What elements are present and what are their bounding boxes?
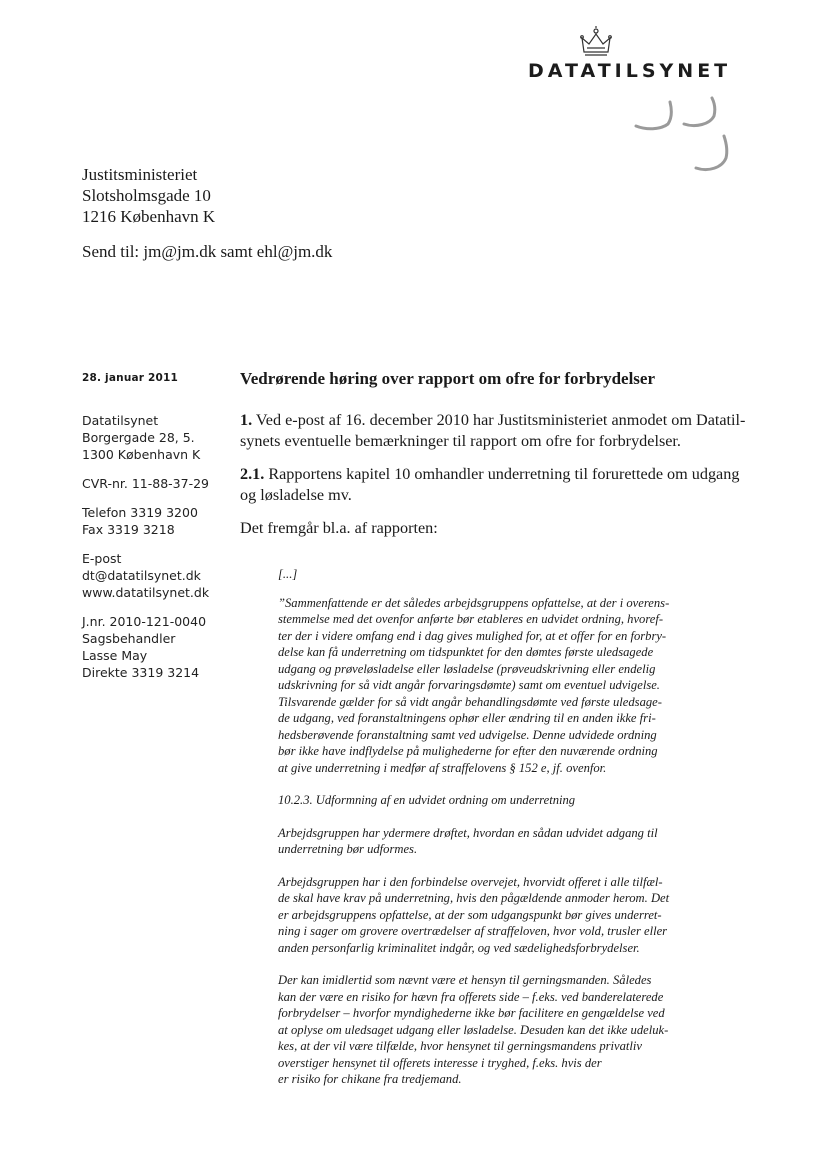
quote-line: ter der i videre omfang end i dag gives mulighed for, at et offer for en forbry- bbox=[278, 628, 667, 643]
quote-line: 10.2.3. Udformning af en udvidet ordning om underretning bbox=[278, 793, 576, 807]
letter-date: 28. januar 2011 bbox=[82, 372, 179, 384]
body-line: synets eventuelle bemærkninger til rapport om ofre for forbrydelser. bbox=[240, 432, 681, 450]
quote-line: udgang og prøveløsladelse eller løsladelse (prøveudskrivning eller endelig bbox=[278, 661, 656, 676]
paragraph-2 bbox=[240, 464, 770, 506]
letter-subject: Vedrørende høring over rapport om ofre for forbrydelser bbox=[240, 369, 656, 388]
quote-line: delse kan få underretning om tidspunktet for den dømtes første uledsagede bbox=[278, 645, 654, 659]
sidebar-line: Lasse May bbox=[82, 648, 148, 663]
quote-line: forbrydelser – hvorfor myndighederne ikke bør facilitere en gengældelse ved bbox=[278, 1006, 665, 1020]
quote-paragraph-2 bbox=[278, 874, 728, 957]
quote-line: at oplyse om uledsaget udgang eller løsladelse. Desuden kan det ikke udeluk- bbox=[278, 1022, 669, 1037]
recipient-line: Justitsministeriet bbox=[82, 165, 198, 184]
quote-heading bbox=[278, 792, 728, 809]
paragraph-3 bbox=[240, 518, 770, 539]
body-line: og løsladelse mv. bbox=[240, 486, 352, 504]
sidebar-line: Fax 3319 3218 bbox=[82, 522, 175, 537]
quote-main bbox=[278, 595, 728, 777]
sidebar-line: Datatilsynet bbox=[82, 413, 159, 428]
quote-line: kan der være en risiko for hævn fra offerets side – f.eks. ved banderelaterede bbox=[278, 989, 664, 1004]
body-line: Ved e-post af 16. december 2010 har Justitsministeriet anmodet om Datatil- bbox=[252, 411, 746, 429]
letter-body bbox=[240, 410, 770, 551]
section-number: 1. bbox=[240, 411, 253, 429]
sidebar-website[interactable]: www.datatilsynet.dk bbox=[82, 585, 210, 600]
brand-wordmark: DATATILSYNET bbox=[528, 60, 732, 82]
sidebar-line: Borgergade 28, 5. bbox=[82, 430, 195, 445]
quote-line: er risiko for chikane fra tredjemand. bbox=[278, 1072, 462, 1086]
quote-line: er arbejdsgruppens opfattelse, at der som udgangspunkt bør gives underret- bbox=[278, 907, 662, 922]
quote-line: ning i sager om grovere overtrædelser af straffeloven, hvor vold, trusler eller bbox=[278, 924, 668, 938]
quote-paragraph-1 bbox=[278, 825, 728, 858]
sidebar-line: 1300 København K bbox=[82, 447, 201, 462]
case-reference bbox=[82, 613, 232, 681]
body-line: Det fremgår bl.a. af rapporten: bbox=[240, 519, 438, 537]
recipient-line: 1216 København K bbox=[82, 207, 216, 226]
sidebar-line: Telefon 3319 3200 bbox=[82, 505, 198, 520]
quote-line: de skal have krav på underretning, hvis den pågældende anmoder herom. Det bbox=[278, 891, 670, 905]
quote-line: kes, at der vil være tilfælde, hvor hensynet til gerningsmandens privatliv bbox=[278, 1039, 642, 1053]
crown-icon bbox=[578, 26, 614, 62]
quote-line: Der kan imidlertid som nævnt være et hensyn til gerningsmanden. Således bbox=[278, 973, 652, 987]
paragraph-1 bbox=[240, 410, 770, 452]
quote-line: stemmelse med det ovenfor anførte bør etableres en udvidet ordning, hvoref- bbox=[278, 612, 664, 626]
quote-line: at give underretning i medfør af straffelovens § 152 e, jf. ovenfor. bbox=[278, 760, 607, 775]
sender-contact bbox=[82, 550, 232, 601]
quote-line: hedsberøvende foranstaltning samt ved udvigelse. Denne udvidede ordning bbox=[278, 727, 657, 742]
sender-phone bbox=[82, 504, 232, 538]
handwritten-check-marks bbox=[626, 96, 746, 182]
body-line: Rapportens kapitel 10 omhandler underretning til forurettede om udgang bbox=[264, 465, 740, 483]
quote-line: Tilsvarende gælder for så vidt angår behandlingsdømte ved første uledsage- bbox=[278, 694, 662, 709]
quote-line: ”Sammenfattende er det således arbejdsgruppens opfattelse, at der i overens- bbox=[278, 595, 670, 610]
quote-line: Arbejdsgruppen har ydermere drøftet, hvordan en sådan udvidet adgang til bbox=[278, 825, 658, 840]
quote-line: underretning bør udformes. bbox=[278, 842, 418, 856]
sidebar-line: J.nr. 2010-121-0040 bbox=[82, 614, 207, 629]
quote-line: udskrivning for så vidt angår forvaringsdømte) samt om eventuel udvigelse. bbox=[278, 678, 660, 692]
send-to-line: Send til: jm@jm.dk samt ehl@jm.dk bbox=[82, 242, 333, 261]
quote-line: de udgang, ved foranstaltningens ophør eller ændring til en anden ikke fri- bbox=[278, 711, 656, 725]
sender-cvr bbox=[82, 475, 232, 492]
sidebar-email[interactable]: dt@datatilsynet.dk bbox=[82, 568, 201, 583]
sidebar-line: CVR-nr. 11-88-37-29 bbox=[82, 476, 209, 491]
sender-address bbox=[82, 412, 232, 463]
recipient-line: Slotsholmsgade 10 bbox=[82, 186, 211, 205]
sidebar-line: Direkte 3319 3214 bbox=[82, 665, 200, 680]
sidebar-line: E-post bbox=[82, 551, 122, 566]
quote-line: bør ikke have indflydelse på mulighederne for efter den nuværende ordning bbox=[278, 744, 658, 758]
sidebar-line: Sagsbehandler bbox=[82, 631, 176, 646]
section-number: 2.1. bbox=[240, 465, 265, 483]
sender-sidebar bbox=[82, 412, 232, 693]
quote-line: Arbejdsgruppen har i den forbindelse overvejet, hvorvidt offeret i alle tilfæl- bbox=[278, 874, 663, 889]
quoted-excerpt bbox=[278, 566, 728, 1104]
quote-ellipsis: [...] bbox=[278, 567, 298, 581]
quote-paragraph-3 bbox=[278, 972, 728, 1088]
recipient-address bbox=[82, 164, 215, 227]
quote-line: overstiger hensynet til offerets interesse i tryghed, f.eks. hvis der bbox=[278, 1055, 602, 1070]
quote-line: anden personfarlig kriminalitet indgår, og ved sædelighedsforbrydelser. bbox=[278, 940, 640, 955]
